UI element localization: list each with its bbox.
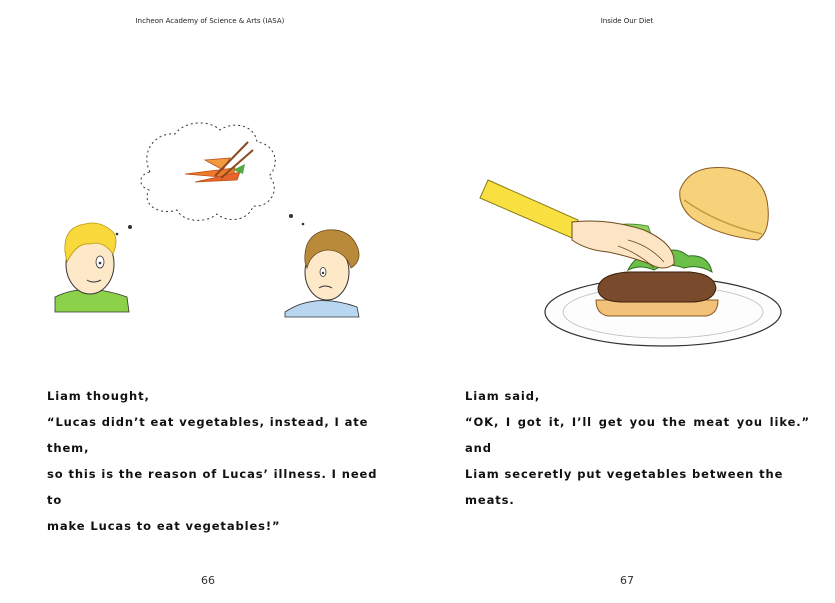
story-line: Liam thought, <box>47 389 150 403</box>
burger-illustration <box>478 160 808 360</box>
story-line: meats. <box>465 493 515 507</box>
thought-dot-left <box>128 225 132 229</box>
story-line: make Lucas to eat vegetables!” <box>47 519 281 533</box>
top-bun-icon <box>680 167 769 240</box>
story-line: “OK, I got it, I’ll get you the meat you like.” and <box>465 415 810 455</box>
patty-icon <box>598 272 716 302</box>
page-number-left: 66 <box>201 574 215 587</box>
story-text-right <box>465 383 810 513</box>
story-line: “Lucas didn’t eat vegetables, instead, I ate them, <box>47 415 369 455</box>
thinking-boys-illustration <box>45 112 385 327</box>
thought-dot-right-small <box>302 223 305 226</box>
right-page <box>418 0 835 603</box>
story-line: Liam said, <box>465 389 541 403</box>
lucas-character <box>285 230 359 317</box>
thought-dot-left-small <box>116 233 119 236</box>
hand-icon <box>572 221 674 268</box>
running-header-left: Incheon Academy of Science & Arts (IASA) <box>135 17 285 25</box>
story-text-left <box>47 383 397 539</box>
carrots-icon <box>185 142 253 182</box>
thought-dot-right <box>289 214 293 218</box>
left-page <box>0 0 417 603</box>
sleeve-icon <box>480 180 578 238</box>
page-number-right: 67 <box>620 574 634 587</box>
story-line: Liam seceretly put vegetables between the <box>465 467 784 481</box>
running-header-right: Inside Our Diet <box>600 17 654 25</box>
story-line: so this is the reason of Lucas’ illness. I need to <box>47 467 378 507</box>
liam-character <box>55 223 129 312</box>
